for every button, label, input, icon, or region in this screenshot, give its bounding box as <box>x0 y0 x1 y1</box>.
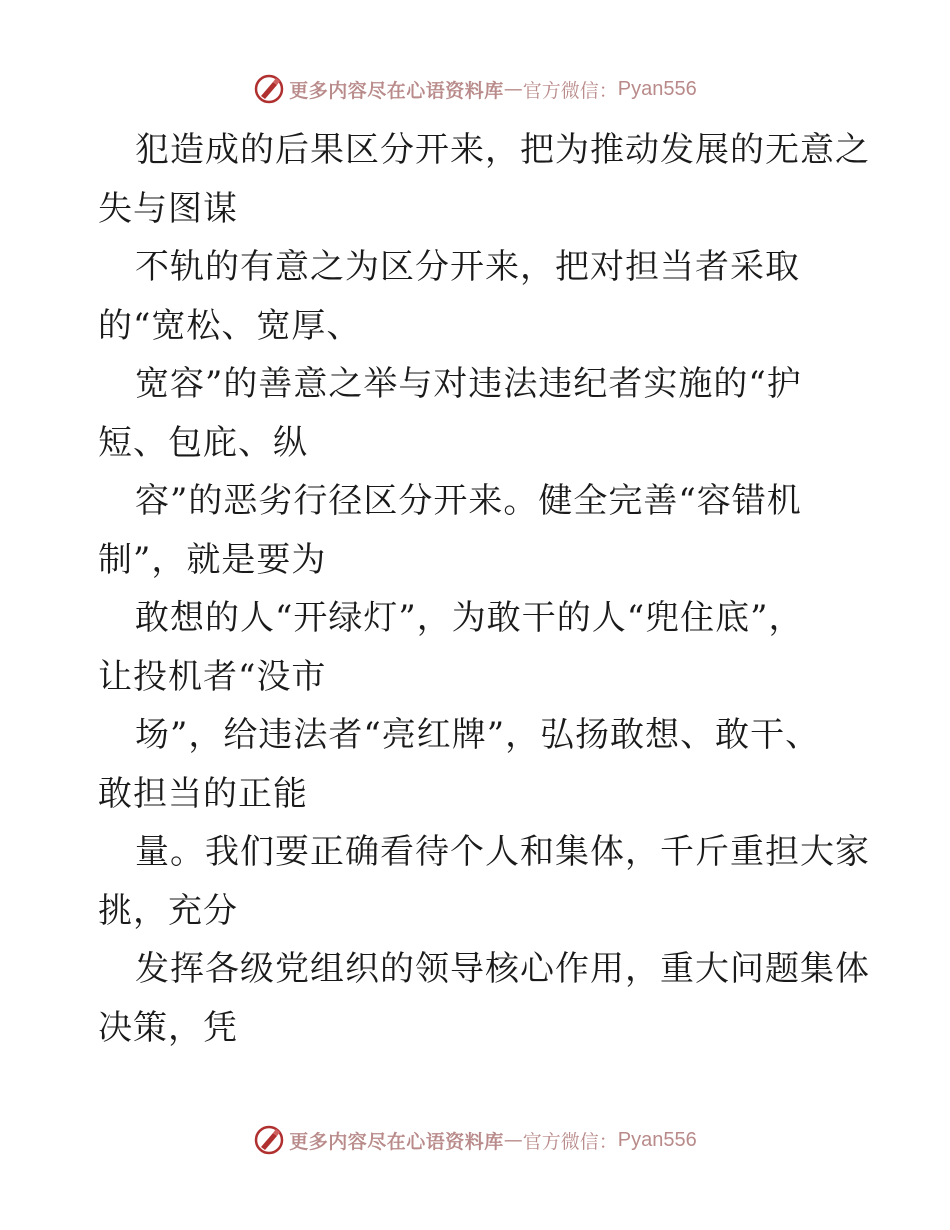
text-line: 宽容”的善意之举与对违法违纪者实施的“护 <box>135 364 802 404</box>
text-line: 犯造成的后果区分开来，把为推动发展的无意之 <box>135 130 870 170</box>
watermark-subtitle: 官方微信： <box>522 79 618 102</box>
watermark-wechat-id: Pyan556 <box>617 77 697 100</box>
watermark-wechat-id: Pyan556 <box>617 1128 697 1151</box>
watermark-title: 更多内容尽在心语资料库 <box>289 79 504 102</box>
footer-watermark <box>0 1123 950 1157</box>
watermark-separator: — <box>503 78 523 100</box>
watermark-subtitle: 官方微信： <box>522 1130 618 1153</box>
text-line: 的“宽松、宽厚、 <box>98 305 362 346</box>
document-body <box>98 121 878 1057</box>
header-watermark <box>0 72 950 106</box>
text-line: 容”的恶劣行径区分开来。健全完善“容错机 <box>135 481 802 521</box>
text-line: 敢想的人“开绿灯”，为敢干的人“兜住底”， <box>135 598 804 638</box>
watermark-separator: — <box>503 1129 523 1151</box>
pen-logo-icon <box>253 73 285 105</box>
text-line: 制”，就是要为 <box>98 539 327 580</box>
watermark-title: 更多内容尽在心语资料库 <box>289 1130 504 1153</box>
text-line: 量。我们要正确看待个人和集体，千斤重担大家 <box>135 832 870 872</box>
text-line: 挑，充分 <box>98 890 238 931</box>
text-line: 失与图谋 <box>98 188 238 229</box>
text-line: 场”，给违法者“亮红牌”，弘扬敢想、敢干、 <box>135 715 821 755</box>
text-line: 不轨的有意之为区分开来，把对担当者采取 <box>135 247 800 287</box>
text-line: 敢担当的正能 <box>98 773 308 814</box>
text-line: 发挥各级党组织的领导核心作用，重大问题集体 <box>135 949 870 989</box>
text-line: 决策，凭 <box>98 1007 238 1048</box>
pen-logo-icon <box>253 1124 285 1156</box>
text-line: 让投机者“没市 <box>98 656 327 697</box>
text-line: 短、包庇、纵 <box>98 422 308 463</box>
